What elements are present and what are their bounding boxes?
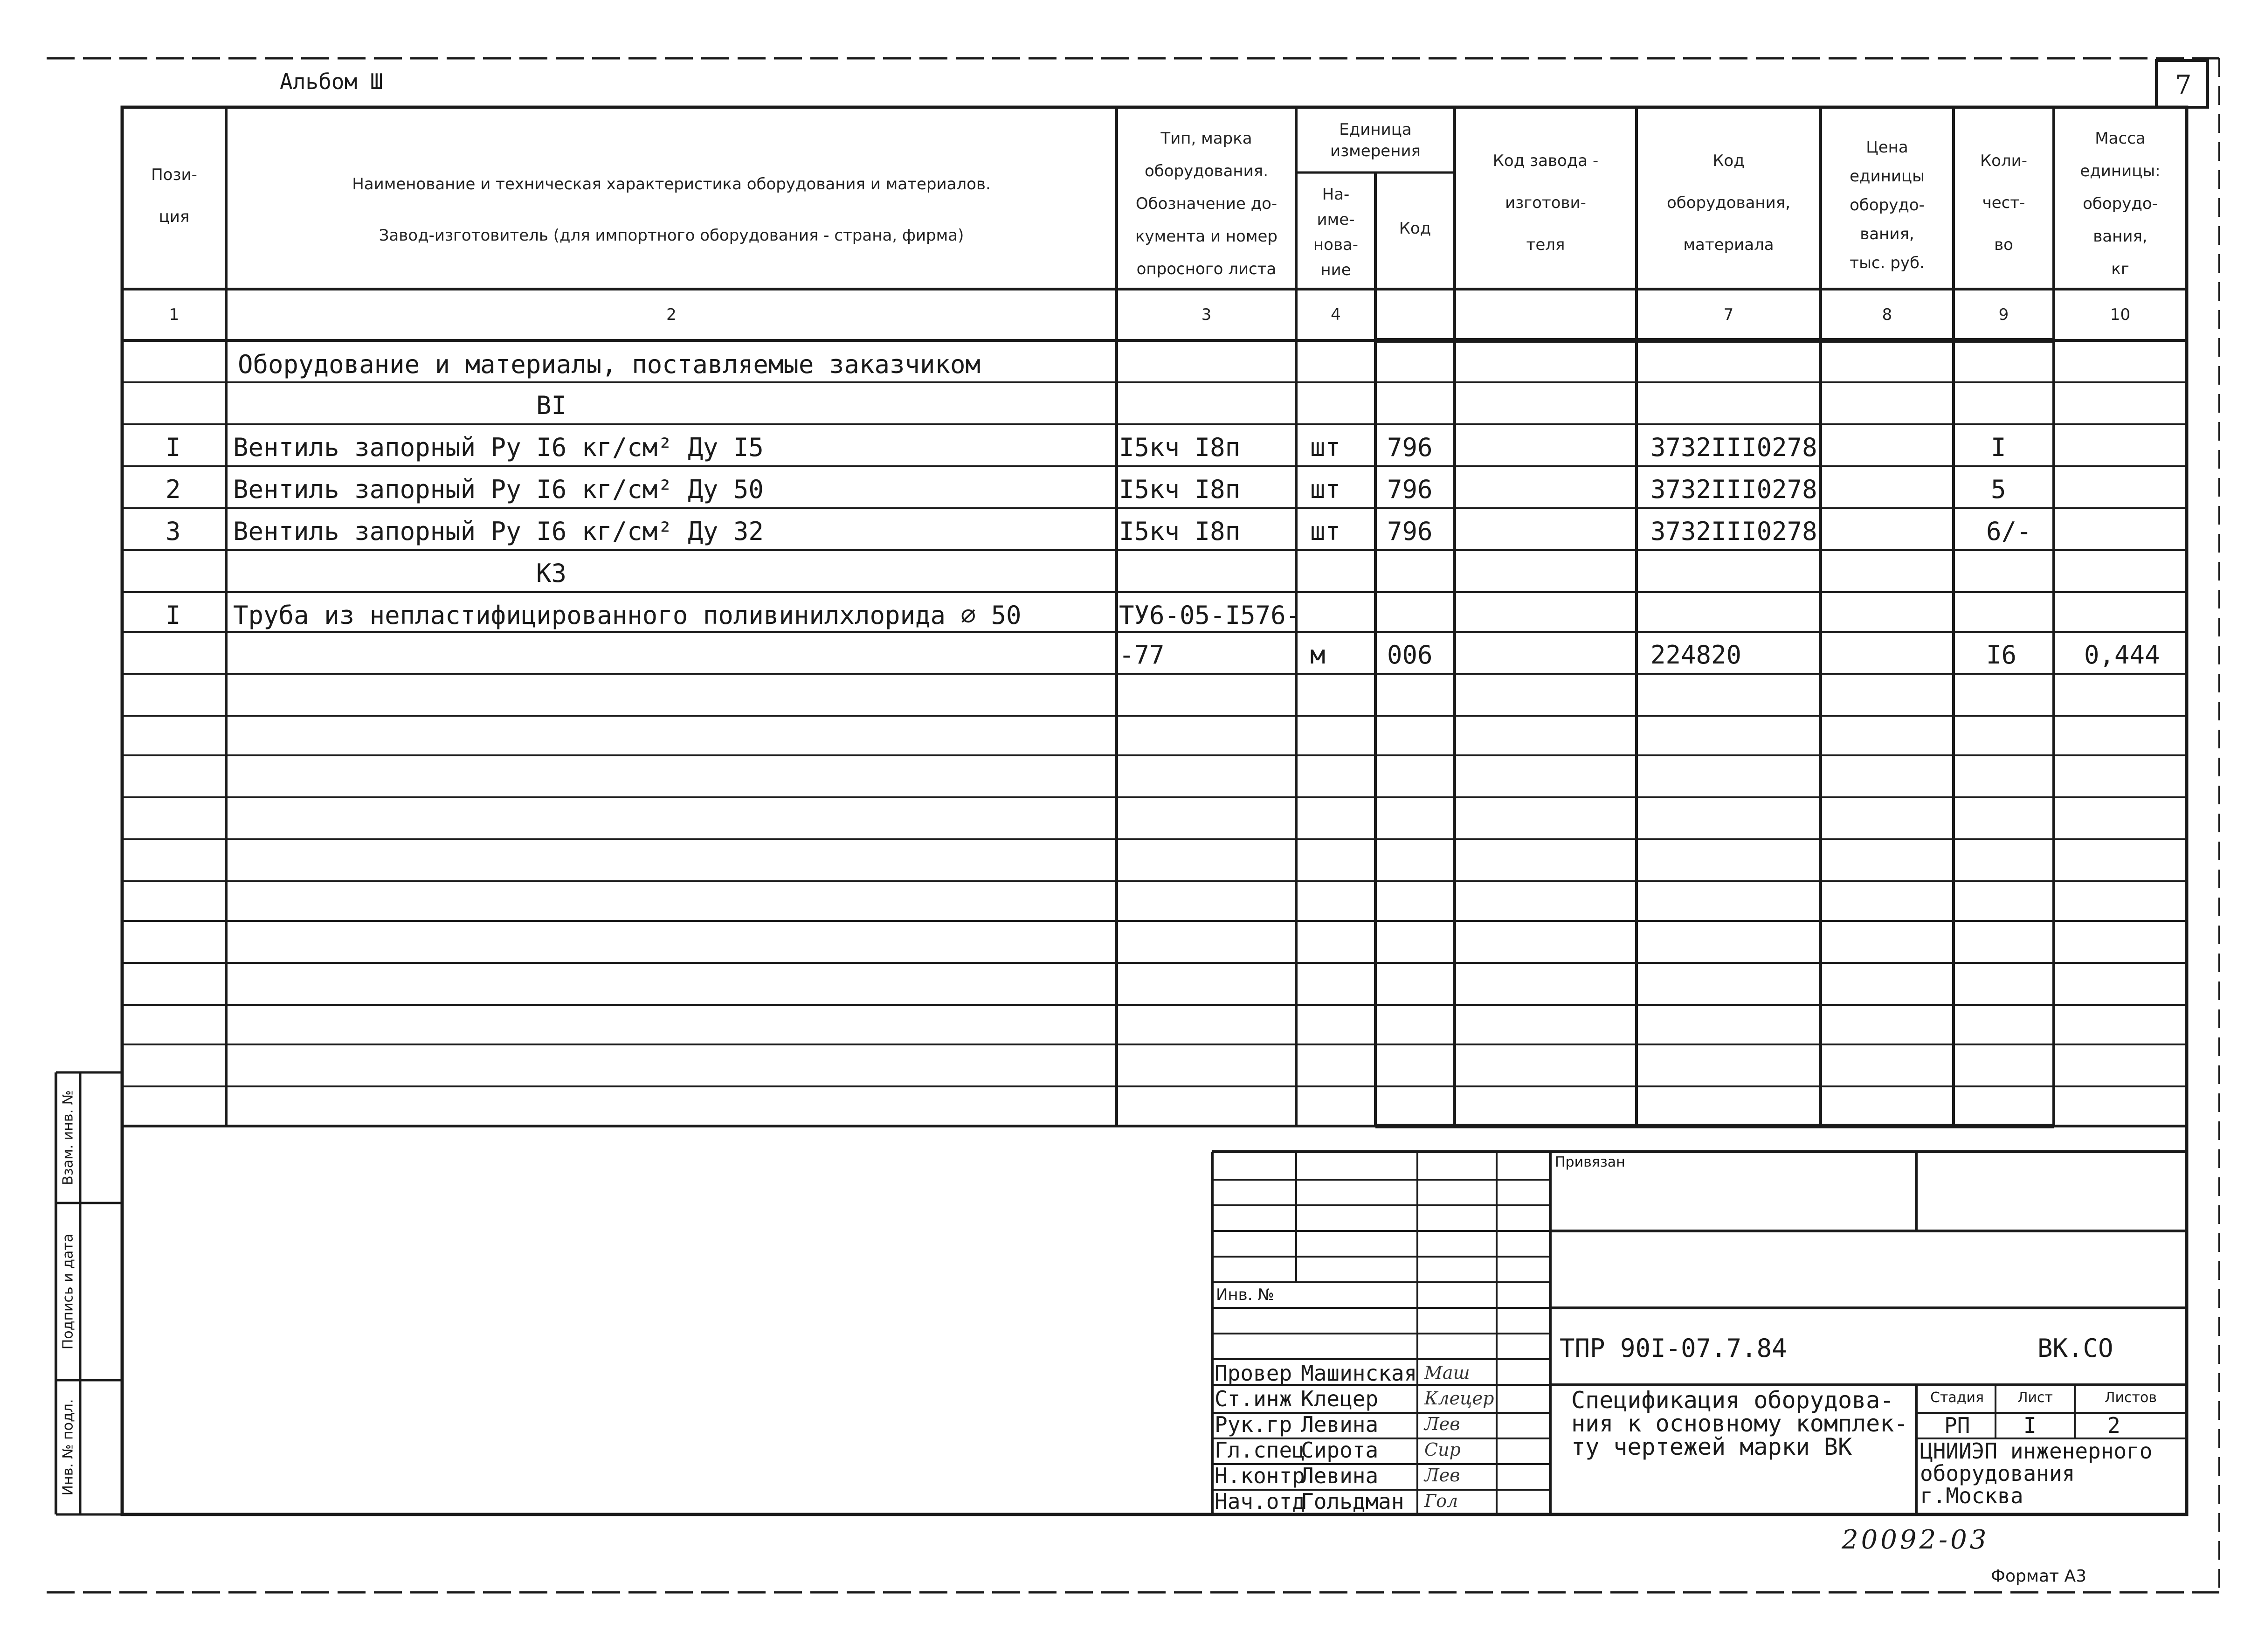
header-mass-5: кг <box>2111 260 2129 278</box>
col-number: 9 <box>1998 305 2009 324</box>
doc-title-line1: Спецификация оборудова- <box>1571 1387 1894 1414</box>
row-name: К3 <box>536 559 567 588</box>
header-mass-3: оборудо- <box>2083 194 2158 213</box>
row-name: Труба из непластифицированного поливинилхлорида ∅ 50 <box>233 601 1022 630</box>
header-code-2: оборудования, <box>1666 194 1791 212</box>
header-type-3: Обозначение до- <box>1135 194 1277 213</box>
col-number: 7 <box>1723 305 1734 324</box>
row-unit: шт <box>1310 475 1341 504</box>
row-item-code: 3732III0278 <box>1650 433 1817 462</box>
doc-mark: ВК.СО <box>2037 1334 2113 1363</box>
header-price-4: вания, <box>1860 225 1914 243</box>
header-price-5: тыс. руб. <box>1850 254 1925 272</box>
album-label: Альбом Ш <box>280 69 383 94</box>
header-code-1: Код <box>1712 152 1745 170</box>
paper-format: Формат А3 <box>1991 1567 2087 1586</box>
row-name: BI <box>536 391 567 420</box>
row-unit-code: 006 <box>1387 640 1433 670</box>
row-name: Вентиль запорный Ру I6 кг/см² Ду 32 <box>233 517 764 546</box>
row-name: Вентиль запорный Ру I6 кг/см² Ду 50 <box>233 475 764 504</box>
header-type-4: кумента и номер <box>1135 227 1277 246</box>
header-price-1: Цена <box>1866 138 1908 157</box>
header-qty-1: Коли- <box>1980 152 2028 170</box>
header-mass-2: единицы: <box>2080 162 2161 180</box>
name-senior-engineer: Клецер <box>1301 1386 1379 1411</box>
inv-no-label: Инв. № <box>1216 1286 1274 1304</box>
side-stamp-inv: Инв. № подл. <box>60 1399 76 1496</box>
role-chief-specialist: Гл.спец <box>1215 1438 1305 1463</box>
row-type: I5кч I8п <box>1119 517 1241 546</box>
header-type-1: Тип, марка <box>1160 129 1252 148</box>
row-qty: 6/- <box>1986 517 2032 546</box>
side-stamp-signature: Подпись и дата <box>60 1233 76 1350</box>
row-position: 3 <box>166 517 181 546</box>
row-name: Вентиль запорный Ру I6 кг/см² Ду I5 <box>233 433 764 462</box>
row-mass: 0,444 <box>2084 640 2160 670</box>
name-dept-head: Гольдман <box>1301 1489 1404 1514</box>
name-group-head: Левина <box>1301 1412 1379 1437</box>
header-unit-1: Единица <box>1339 120 1412 139</box>
stage-label: Стадия <box>1930 1389 1984 1406</box>
header-unit-name-2: име- <box>1317 210 1355 229</box>
row-position: 2 <box>166 475 181 504</box>
header-code-3: материала <box>1683 235 1774 254</box>
header-unit-code: Код <box>1399 219 1431 238</box>
signature: Лев <box>1424 1465 1460 1486</box>
header-unit-name-4: ние <box>1320 261 1351 279</box>
row-unit-code: 796 <box>1387 433 1433 462</box>
header-mass-4: вания, <box>2093 227 2148 246</box>
role-group-head: Рук.гр <box>1215 1412 1292 1437</box>
row-qty: 5 <box>1991 475 2006 504</box>
row-item-code: 3732III0278 <box>1650 517 1817 546</box>
header-price-3: оборудо- <box>1850 196 1925 214</box>
role-dept-head: Нач.отд <box>1215 1489 1305 1514</box>
sheet-label: Лист <box>2017 1389 2053 1406</box>
row-unit: шт <box>1310 433 1341 462</box>
attached-label: Привязан <box>1555 1154 1625 1170</box>
header-name-line2: Завод-изготовитель (для импортного оборудования - страна, фирма) <box>379 226 964 245</box>
header-factory-1: Код завода - <box>1492 152 1599 170</box>
org-line1: ЦНИИЭП инженерного <box>1920 1438 2153 1464</box>
doc-title-line2: ния к основному комплек- <box>1571 1410 1908 1437</box>
header-factory-2: изготови- <box>1505 194 1586 212</box>
role-senior-engineer: Ст.инж <box>1215 1386 1292 1411</box>
doc-title-line3: ту чертежей марки ВК <box>1571 1433 1852 1460</box>
header-position-1: Пози- <box>151 166 197 184</box>
header-qty-2: чест- <box>1982 194 2025 212</box>
header-unit-2: измерения <box>1330 142 1421 160</box>
header-price-2: единицы <box>1850 167 1925 186</box>
row-type: ТУ6-05-I576- <box>1119 601 1301 630</box>
header-position-2: ция <box>159 207 190 226</box>
row-qty: I6 <box>1986 640 2017 670</box>
col-number: 4 <box>1331 305 1341 324</box>
stage-value: РП <box>1944 1413 1970 1438</box>
role-checked: Провер <box>1215 1361 1292 1386</box>
row-unit-code: 796 <box>1387 517 1433 546</box>
sheet-value: I <box>2023 1413 2037 1438</box>
row-type: -77 <box>1119 640 1165 670</box>
header-factory-3: теля <box>1526 235 1565 254</box>
archive-number: 20092-03 <box>1842 1525 1989 1555</box>
signature: Клецер <box>1424 1388 1494 1409</box>
header-qty-3: во <box>1994 235 2013 254</box>
row-item-code: 224820 <box>1650 640 1742 670</box>
col-number: 8 <box>1882 305 1892 324</box>
header-unit-name-1: На- <box>1322 185 1350 204</box>
signature: Сир <box>1424 1439 1461 1460</box>
row-unit: м <box>1310 640 1326 670</box>
signature: Лев <box>1424 1414 1460 1434</box>
row-type: I5кч I8п <box>1119 475 1241 504</box>
row-type: I5кч I8п <box>1119 433 1241 462</box>
sheets-label: Листов <box>2104 1389 2157 1406</box>
header-name-line1: Наименование и техническая характеристика оборудования и материалов. <box>352 175 991 194</box>
col-number: 2 <box>666 305 677 324</box>
org-line2: оборудования <box>1920 1461 2075 1486</box>
header-type-5: опросного листа <box>1136 260 1277 278</box>
col-number: 10 <box>2110 305 2131 324</box>
header-type-2: оборудования. <box>1144 162 1269 180</box>
name-checked: Машинская <box>1301 1361 1417 1386</box>
sheet-number: 7 <box>2175 70 2192 100</box>
col-number: 3 <box>1201 305 1212 324</box>
header-unit-name-3: нова- <box>1313 235 1359 254</box>
row-position: I <box>166 433 181 462</box>
doc-number: ТПР 90I-07.7.84 <box>1560 1334 1787 1363</box>
sheets-value: 2 <box>2107 1413 2120 1438</box>
header-mass-1: Масса <box>2095 129 2146 148</box>
role-norm-control: Н.контр <box>1215 1463 1305 1488</box>
row-name: Оборудование и материалы, поставляемые заказчиком <box>238 350 981 379</box>
row-position: I <box>166 601 181 630</box>
signature: Гол <box>1424 1491 1458 1511</box>
row-qty: I <box>1991 433 2006 462</box>
col-number: 1 <box>169 305 180 324</box>
org-line3: г.Москва <box>1920 1483 2023 1508</box>
row-unit-code: 796 <box>1387 475 1433 504</box>
side-stamp-replace: Взам. инв. № <box>60 1090 76 1185</box>
name-norm-control: Левина <box>1301 1463 1379 1488</box>
row-unit: шт <box>1310 517 1341 546</box>
signature: Маш <box>1424 1362 1470 1383</box>
row-item-code: 3732III0278 <box>1650 475 1817 504</box>
name-chief-specialist: Сирота <box>1301 1438 1379 1463</box>
